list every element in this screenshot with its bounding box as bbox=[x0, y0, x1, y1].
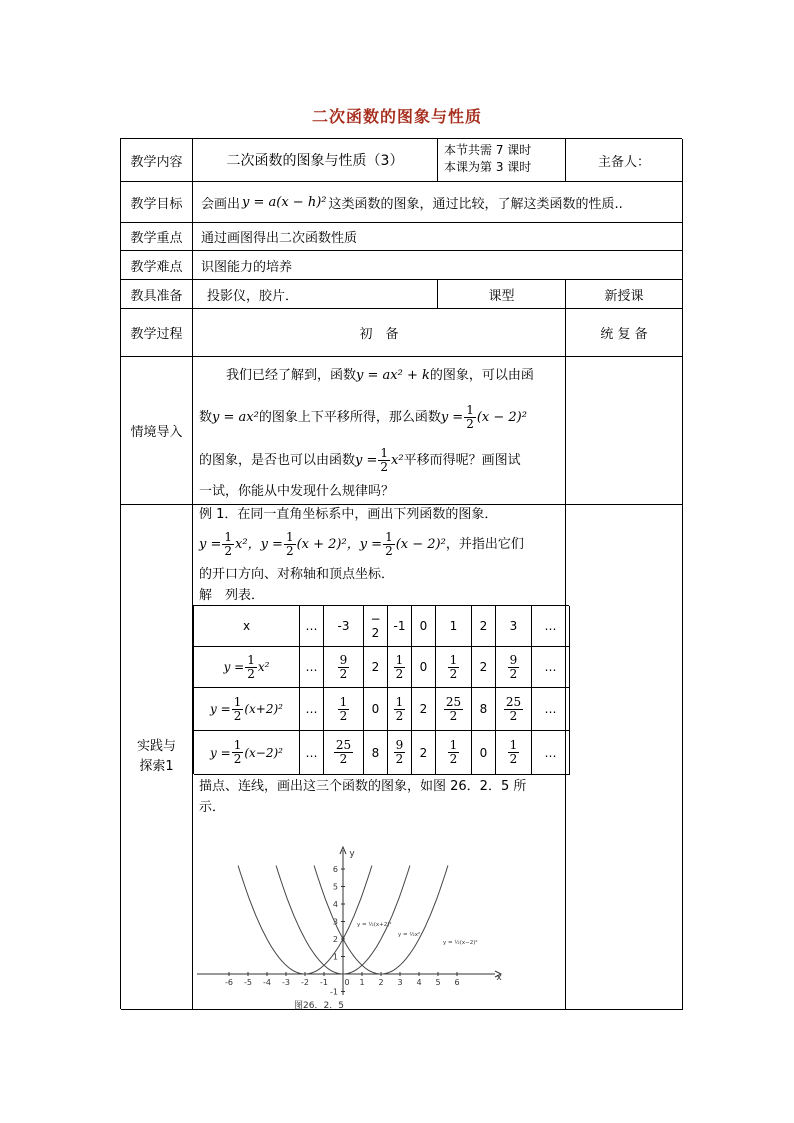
ex-tail: ，并指出它们 bbox=[445, 537, 524, 552]
table-x-value: … bbox=[300, 606, 324, 647]
table-x-value: 1 bbox=[436, 606, 472, 647]
intro-t2: 的图象，可以由函 bbox=[429, 368, 534, 383]
owner-cell: 主备人： bbox=[566, 139, 683, 182]
row-label-a: y = bbox=[210, 702, 231, 716]
first-prep-header: 初 备 bbox=[193, 309, 566, 357]
intro-t6: 平移而得呢？画图试 bbox=[403, 453, 521, 468]
intro-t3: 数 bbox=[199, 410, 213, 425]
fraction-half: $\frac{1}{2}$ bbox=[466, 403, 474, 431]
table-x-value: 2 bbox=[472, 606, 496, 647]
table-y-value: $\frac{1}{2}$ bbox=[436, 731, 472, 775]
table-y-value: … bbox=[532, 731, 570, 775]
ex-fc2: (x − 2)² bbox=[395, 537, 446, 552]
row-label-b: (x−2)² bbox=[244, 745, 283, 760]
goal-prefix: 会画出 bbox=[201, 196, 241, 212]
row-label-a: y = bbox=[210, 745, 231, 760]
table-y-value: … bbox=[300, 647, 324, 688]
practice-review-blank bbox=[566, 505, 683, 1010]
row-label-b: (x+2)² bbox=[244, 702, 283, 716]
type-label: 课型 bbox=[438, 280, 566, 309]
table-y-value: $\frac{1}{2}$ bbox=[324, 688, 364, 731]
table-y-value: 2 bbox=[412, 688, 436, 731]
type-value: 新授课 bbox=[566, 280, 683, 309]
table-y-value: $\frac{9}{2}$ bbox=[388, 731, 412, 775]
goal-formula: y = a(x − h)² bbox=[242, 194, 327, 210]
table-x-value: -1 bbox=[388, 606, 412, 647]
ex-fa2: x² bbox=[235, 537, 248, 552]
table-y-value: 0 bbox=[472, 731, 496, 775]
content-value: 二次函数的图象与性质（3） bbox=[193, 139, 438, 182]
fraction-half: $\frac{1}{2}$ bbox=[385, 530, 393, 558]
table-x-value: … bbox=[532, 606, 570, 647]
y-tick-label: -1 bbox=[330, 987, 338, 997]
table-row-label: y = $\frac{1}{2}$ (x−2)² bbox=[194, 731, 300, 775]
value-table bbox=[193, 605, 569, 774]
label-difficulty: 教学难点 bbox=[121, 251, 193, 280]
x-tick-label: -1 bbox=[320, 978, 328, 987]
label-practice bbox=[121, 505, 193, 1010]
after-table-line-1: 描点、连线，画出这三个函数的图象，如图 26．2．5 所 bbox=[199, 779, 527, 794]
table-row-label: y = $\frac{1}{2}$ x² bbox=[194, 647, 300, 688]
table-y-value: $\frac{9}{2}$ bbox=[324, 647, 364, 688]
table-y-value: $\frac{25}{2}$ bbox=[436, 688, 472, 731]
after-table-line-2: 示． bbox=[199, 800, 226, 815]
x-tick-label: -4 bbox=[263, 978, 271, 987]
intro-f3b: (x − 2)² bbox=[476, 410, 527, 425]
x-tick-label: -5 bbox=[244, 978, 252, 987]
label-content: 教学内容 bbox=[121, 139, 193, 182]
x-tick-label: -3 bbox=[282, 978, 290, 987]
ex-fb2: (x + 2)² bbox=[296, 537, 347, 552]
y-tick-label: 3 bbox=[332, 917, 338, 927]
table-y-value: 2 bbox=[412, 731, 436, 775]
table-x-value: 3 bbox=[496, 606, 532, 647]
hours-line-1: 本节共需 7 课时 bbox=[444, 143, 532, 157]
intro-t1: 我们已经了解到，函数 bbox=[226, 368, 357, 383]
table-y-value: 8 bbox=[364, 731, 388, 775]
x-tick-label: 6 bbox=[454, 978, 460, 987]
label-intro: 情境导入 bbox=[121, 357, 193, 505]
y-tick-label: 5 bbox=[332, 882, 338, 892]
table-row-label: y = $\frac{1}{2}$ (x+2)² bbox=[194, 688, 300, 731]
intro-f1: y = ax² + k bbox=[356, 368, 430, 383]
row-label-b: x² bbox=[257, 660, 270, 674]
row-label-a: y = bbox=[223, 660, 245, 674]
x-tick-label: 4 bbox=[416, 978, 422, 987]
parabola-curve bbox=[238, 866, 372, 975]
intro-t5: 的图象，是否也可以由函数 bbox=[199, 453, 356, 468]
intro-line-2 bbox=[199, 398, 527, 438]
y-tick-label: 1 bbox=[332, 952, 338, 962]
example-line-2 bbox=[199, 527, 524, 563]
label-practice-text: 实践与探索1 bbox=[136, 739, 176, 774]
y-axis-label: y bbox=[349, 849, 355, 859]
table-y-value: 0 bbox=[364, 688, 388, 731]
example-line-3: 的开口方向、对称轴和顶点坐标． bbox=[199, 567, 395, 582]
intro-f4a: y = bbox=[355, 453, 378, 468]
fraction-half: $\frac{1}{2}$ bbox=[380, 446, 389, 474]
label-tools: 教具准备 bbox=[121, 280, 193, 309]
x-tick-label: -6 bbox=[225, 978, 233, 987]
hours-line-2: 本课为第 3 课时 bbox=[444, 160, 532, 174]
y-tick-label: 2 bbox=[332, 935, 338, 944]
label-goal: 教学目标 bbox=[121, 182, 193, 223]
y-tick-label: 6 bbox=[332, 865, 338, 874]
table-y-value: 8 bbox=[472, 688, 496, 731]
x-tick-label: 2 bbox=[378, 978, 384, 987]
intro-review-blank bbox=[566, 357, 683, 505]
fraction-half: $\frac{1}{2}$ bbox=[224, 530, 233, 558]
curve-label: y = ½(x+2)² bbox=[357, 922, 392, 928]
y-tick-label: 4 bbox=[332, 900, 338, 909]
table-y-value: $\frac{1}{2}$ bbox=[388, 688, 412, 731]
fraction-half: $\frac{1}{2}$ bbox=[285, 530, 294, 558]
table-y-value: 2 bbox=[364, 647, 388, 688]
x-tick-label: 3 bbox=[397, 978, 403, 987]
curve-label: y = ½(x−2)² bbox=[443, 940, 478, 946]
table-header-x: x bbox=[194, 606, 300, 647]
intro-f4b: x² bbox=[391, 453, 404, 468]
table-x-value: 0 bbox=[412, 606, 436, 647]
review-prep-header: 统 复 备 bbox=[566, 309, 683, 357]
x-tick-label: 0 bbox=[344, 978, 350, 987]
table-y-value: … bbox=[532, 688, 570, 731]
intro-line-1 bbox=[226, 366, 534, 386]
x-tick-label: 1 bbox=[359, 978, 365, 987]
difficulty-value: 识图能力的培养 bbox=[193, 251, 683, 280]
goal-suffix: 这类函数的图象，通过比较，了解这类函数的性质.. bbox=[328, 196, 623, 212]
ex-fb: ，y = bbox=[247, 537, 283, 552]
figure-caption: 图26．2．5 bbox=[294, 1001, 344, 1011]
table-y-value: $\frac{1}{2}$ bbox=[388, 647, 412, 688]
ex-fa: y = bbox=[199, 537, 222, 552]
intro-line-4: 一试，你能从中发现什么规律吗？ bbox=[199, 484, 395, 499]
example-line-1: 例 1．在同一直角坐标系中，画出下列函数的图象． bbox=[199, 507, 498, 522]
x-tick-label: 5 bbox=[435, 978, 441, 987]
x-axis-label: x bbox=[496, 973, 502, 983]
x-tick-label: -2 bbox=[301, 978, 309, 987]
intro-f3a: y = bbox=[440, 410, 464, 425]
intro-line-3 bbox=[199, 441, 521, 481]
hours-info bbox=[438, 139, 566, 182]
goal-value bbox=[193, 182, 683, 223]
table-y-value: $\frac{25}{2}$ bbox=[496, 688, 532, 731]
table-y-value: … bbox=[300, 688, 324, 731]
table-y-value: … bbox=[300, 731, 324, 775]
table-y-value: 0 bbox=[412, 647, 436, 688]
example-line-4: 解 列表． bbox=[199, 588, 265, 603]
table-y-value: $\frac{9}{2}$ bbox=[496, 647, 532, 688]
parabola-graph bbox=[193, 840, 509, 1016]
table-y-value: 2 bbox=[472, 647, 496, 688]
curve-label: y = ½x² bbox=[398, 932, 421, 938]
ex-fc: ，y = bbox=[346, 537, 383, 552]
table-y-value: $\frac{1}{2}$ bbox=[496, 731, 532, 775]
tools-value: 投影仪，胶片． bbox=[193, 280, 438, 309]
table-x-value: -3 bbox=[324, 606, 364, 647]
label-process: 教学过程 bbox=[121, 309, 193, 357]
table-x-value: − 2 bbox=[364, 606, 388, 647]
label-key: 教学重点 bbox=[121, 223, 193, 251]
table-y-value: $\frac{25}{2}$ bbox=[324, 731, 364, 775]
intro-f2: y = ax² bbox=[212, 410, 259, 425]
intro-t4: 的图象上下平移所得，那么函数 bbox=[258, 410, 441, 425]
document-title: 二次函数的图象与性质 bbox=[311, 107, 482, 126]
table-y-value: $\frac{1}{2}$ bbox=[436, 647, 472, 688]
key-value: 通过画图得出二次函数性质 bbox=[193, 223, 683, 251]
table-y-value: … bbox=[532, 647, 570, 688]
